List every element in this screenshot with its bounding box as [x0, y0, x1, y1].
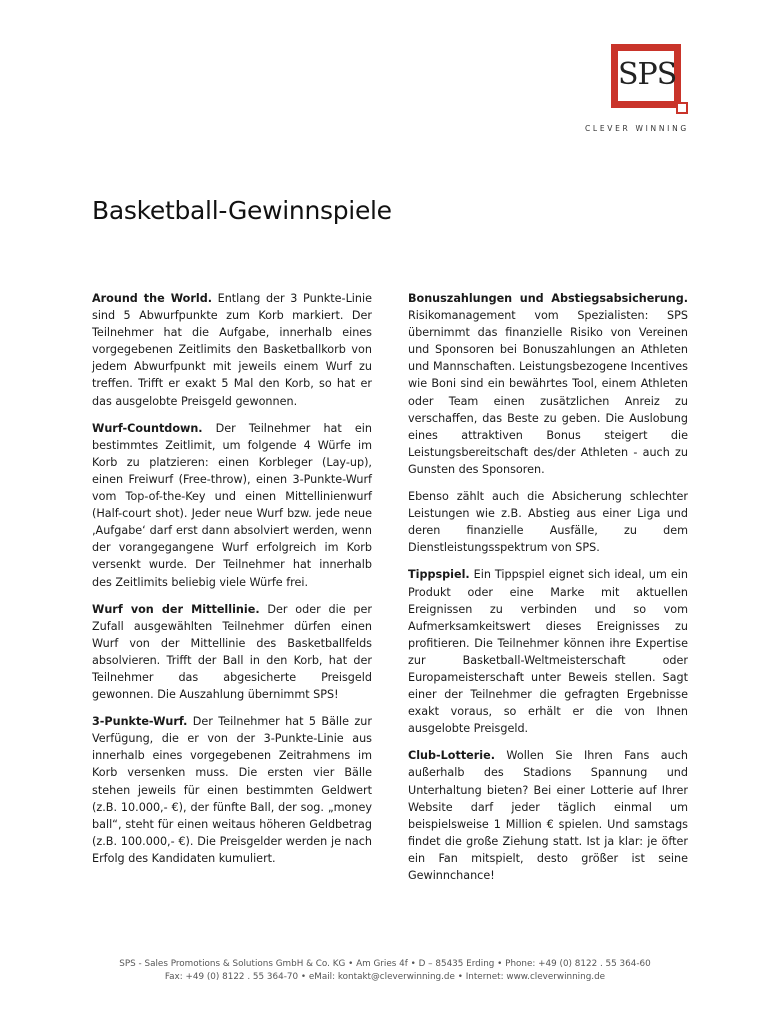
section-text: Der Teilnehmer hat 5 Bälle zur Verfügung, die er von der 3-Punkte-Linie aus innerhalb eines vorgegebenen Zeitrahmens im Korb versenken muss. Die ersten vier Bälle stehen jeweils für einen bestimmten Geldwert (z.B. 10.000,- €), der fünfte Ball, der sog. „money ball“, steht für einen weitaus höheren Geldbetrag (z.B. 100.000,- €). Die Preisgelder werden je nach Erfolg des Kandidaten kumuliert. [92, 715, 372, 865]
section-text: Wollen Sie Ihren Fans auch außerhalb des Stadions Spannung und Unterhaltung bieten? Bei einer Lotterie auf Ihrer Website darf jeder täglich einmal um beispielsweise 1 Million € spielen. Und samstags findet die große Ziehung statt. Ist ja klar: je öfter ein Fan mitspielt, desto größer ist seine Gewinnchance! [408, 749, 688, 882]
footer-contact: Fax: +49 (0) 8122 . 55 364-70 • eMail: kontakt@cleverwinning.de • Internet: www.cleverwinning.de [164, 972, 606, 982]
section-absicherung [408, 488, 688, 556]
logo-frame [611, 44, 681, 108]
section-text: Risikomanagement vom Spezialisten: SPS übernimmt das finanzielle Risiko von Vereinen und Sponsoren bei Bonuszahlungen an Athleten und Mannschaften. Leistungsbezogene Incentives wie Boni sind ein bewährtes Tool, einem Athleten oder Team einen zusätzlichen Anreiz zu verschaffen, das Beste zu geben. Die Auslobung eines attraktiven Bonus steigert die Leistungsbereitschaft des/der Athleten - auch zu Gunsten des Sponsoren. [408, 309, 688, 476]
footer-address: SPS - Sales Promotions & Solutions GmbH & Co. KG • Am Gries 4f • D – 85435 Erding • Phone: +49 (0) 8122 . 55 364-60 [119, 959, 651, 969]
section-text: Der Teilnehmer hat ein bestimmtes Zeitlimit, um folgende 4 Würfe im Korb zu platzieren: einen Korbleger (Lay-up), einen Freiwurf (Free-throw), einen 3-Punkte-Wurf vom Top-of-the-Key und einen Mittellinienwurf (Half-court shot). Jeder neue Wurf bzw. jede neue ‚Aufgabe‘ darf erst dann absolviert werden, wenn der vorangegangene Wurf erfolgreich im Korb versenkt wurde. Der Teilnehmer hat innerhalb des Zeitlimits beliebig viele Würfe frei. [92, 421, 372, 589]
logo-corner-square [676, 102, 688, 114]
section-heading: Around the World. [92, 292, 212, 305]
section-heading: Wurf von der Mittellinie. [92, 602, 260, 616]
section-heading: Club-Lotterie. [408, 749, 495, 763]
section-heading: 3-Punkte-Wurf. [92, 715, 188, 729]
section-text: Ein Tippspiel eignet sich ideal, um ein Produkt oder eine Marke mit aktuellen Ereignissen zu verbinden und so vom Aufmerksamkeitswert dieses Ereignisses zu profitieren. Die Teilnehmer können ihre Expertise zur Basketball-Weltmeisterschaft oder Europameisterschaft unter Beweis stellen. Sagt einer der Teilnehmer die gefragten Ergebnisse exakt voraus, so erhält er die von Ihnen ausgelobte Preisgeld. [408, 568, 688, 736]
right-column [408, 290, 688, 894]
section-club-lotterie [408, 747, 688, 884]
brand-tagline: CLEVER WINNING [585, 124, 689, 133]
section-heading: Bonuszahlungen und Abstiegsabsicherung. [408, 292, 688, 305]
section-tippspiel [408, 566, 688, 737]
section-text: Entlang der 3 Punkte-Linie sind 5 Abwurfpunkte zum Korb markiert. Der Teilnehmer hat die Aufgabe, innerhalb eines vorgegebenen Zeitlimits den Basketballkorb von jedem Abwurfpunkt mit jeweils einem Wurf zu treffen. Trifft er exakt 5 Mal den Korb, so hat er das ausgelobte Preisgeld gewonnen. [92, 292, 372, 408]
section-mittellinie [92, 601, 372, 704]
page-title: Basketball-Gewinnspiele [92, 196, 392, 225]
section-around-the-world [92, 290, 372, 410]
section-3-punkte-wurf [92, 713, 372, 867]
section-heading: Tippspiel. [408, 568, 470, 582]
section-text: Der oder die per Zufall ausgewählten Teilnehmer dürfen einen Wurf von der Mittellinie des Basketballfelds absolvieren. Trifft der Ball in den Korb, hat der Teilnehmer das abgesicherte Preisgeld gewonnen. Die Auszahlung übernimmt SPS! [92, 602, 372, 702]
left-column [92, 290, 372, 877]
footer [0, 958, 770, 984]
section-text: Ebenso zählt auch die Absicherung schlechter Leistungen wie z.B. Abstieg aus einer Liga und deren finanzielle Ausfälle, zu dem Dienstleistungsspektrum von SPS. [408, 490, 688, 555]
section-bonuszahlungen [408, 290, 688, 478]
section-wurf-countdown [92, 420, 372, 591]
logo-text: SPS [618, 57, 677, 92]
section-heading: Wurf-Countdown. [92, 421, 203, 435]
